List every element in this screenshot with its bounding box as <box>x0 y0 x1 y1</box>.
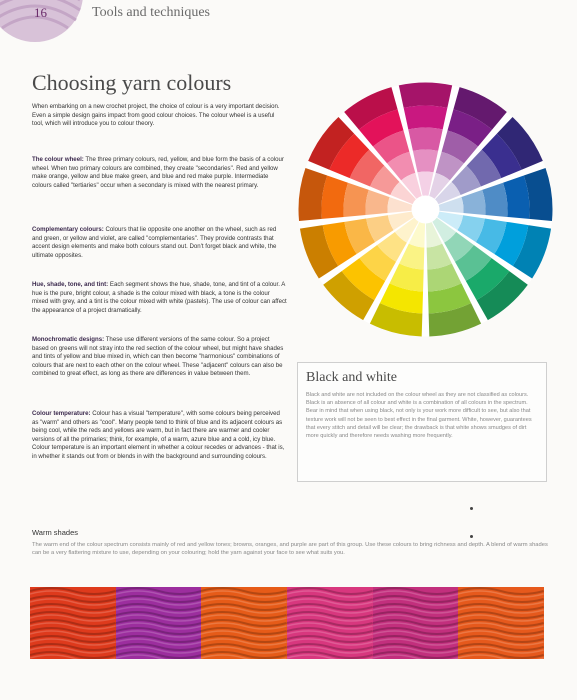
yarn-texture <box>373 587 459 659</box>
warm-shades-text: The warm end of the colour spectrum consists mainly of red and yellow tones; browns, oranges, and purple are part of this group. Use these colours to bring richness and depth. A blend of warm shades can be a very flattering mixture to use, depending on your colouring; hold the yarn against your face to see what suits you. <box>32 542 548 557</box>
yarn-swatch <box>458 587 544 659</box>
section-temperature <box>32 410 287 462</box>
section-text: These use different versions of the same colour. So a project based on greens will not stray into the red section of the colour wheel, but might have shades and tints of yellow and blue mixed in, which can then become "harmonious" combinations of colours that are next to each other on the colour wheel. These "adjacent" colours can also be combined to great effect, as long as there are differences in value between them. <box>32 336 284 378</box>
yarn-swatch-strip <box>30 587 544 659</box>
yarn-swatch <box>287 587 373 659</box>
yarn-texture <box>201 587 287 659</box>
yarn-swatch <box>201 587 287 659</box>
warm-shades-heading: Warm shades <box>32 528 78 537</box>
black-and-white-box <box>297 362 547 482</box>
yarn-texture <box>458 587 544 659</box>
yarn-swatch <box>373 587 459 659</box>
section-heading: Complementary colours: <box>32 226 104 233</box>
section-heading: Monochromatic designs: <box>32 336 105 343</box>
wheel-segment <box>399 83 452 108</box>
yarn-texture <box>30 587 116 659</box>
section-text: Each segment shows the hue, shade, tone, and tint of a colour. A hue is the pure, bright colour, a shade is the colour mixed with black, a tone is the colour mixed with grey, and a tint is the colour mixed with white (pastels). The use of colour can affect the appearance of a project dramatically. <box>32 281 287 314</box>
section-hue-shade <box>32 281 287 315</box>
page-number: 16 <box>34 5 47 20</box>
section-heading: Colour temperature: <box>32 410 91 417</box>
section-text: The three primary colours, red, yellow, and blue form the basis of a colour wheel. When two primary colours are combined, they create "secondaries". Red and yellow make orange, yellow and blue make green, and blue and red make purple. Intermediate colours called "tertiaries" occur when a secondary is mixed with the nearest primary. <box>32 156 284 189</box>
dot-decoration <box>470 505 474 545</box>
section-heading: The colour wheel: <box>32 156 84 163</box>
running-head: Tools and techniques <box>92 5 210 20</box>
yarn-texture <box>287 587 373 659</box>
section-monochromatic <box>32 336 287 379</box>
section-colour-wheel <box>32 156 287 190</box>
wheel-segment <box>404 106 448 130</box>
sidebar-text: Black and white are not included on the colour wheel as they are not classified as colours. Black is an absence of all colour and white is a combination of all colours in the spectrum. Bear in mind that when using black, not only is your work more difficult to see, but also that texture work will not be seen to best effect in the final garment. White, however, guarantees that every stitch and detail will be clear; the drawback is that white shows smudges of dirt more quickly and therefore needs washing more frequently. <box>306 392 532 440</box>
dot <box>470 535 473 538</box>
intro-paragraph: When embarking on a new crochet project, the choice of colour is a very important decision. Even a simple design gains impact from good colour choices. The colour wheel is a useful tool, which will introduce you to colour theory. <box>32 103 280 128</box>
section-text: Colours that lie opposite one another on the wheel, such as red and green, or yellow and violet, are called "complementaries". They provide contrasts that accent design elements and make both colours stand out. Don't forget black and white, the ultimate opposites. <box>32 226 277 259</box>
section-text: Colour has a visual "temperature", with some colours being perceived as "warm" and others as "cool". Many people tend to think of blue and its adjacent colours as being cool, while the reds and yellows are warm, but in fact there are warmer and cooler versions of all the primaries; think, for example, of a warm, azure blue and a cold, icy blue. Colour temperature is an important element in whether a colour recedes or advances - that is, in whether it stands out from or blends in with the background and surrounding colours. <box>32 410 285 460</box>
dot <box>470 507 473 510</box>
colour-wheel <box>298 82 553 337</box>
section-heading: Hue, shade, tone, and tint: <box>32 281 109 288</box>
page-title: Choosing yarn colours <box>32 70 232 95</box>
wheel-segment <box>408 128 442 151</box>
section-complementary <box>32 226 287 260</box>
yarn-swatch <box>116 587 202 659</box>
yarn-texture <box>116 587 202 659</box>
yarn-swatch <box>30 587 116 659</box>
sidebar-title: Black and white <box>306 370 397 385</box>
